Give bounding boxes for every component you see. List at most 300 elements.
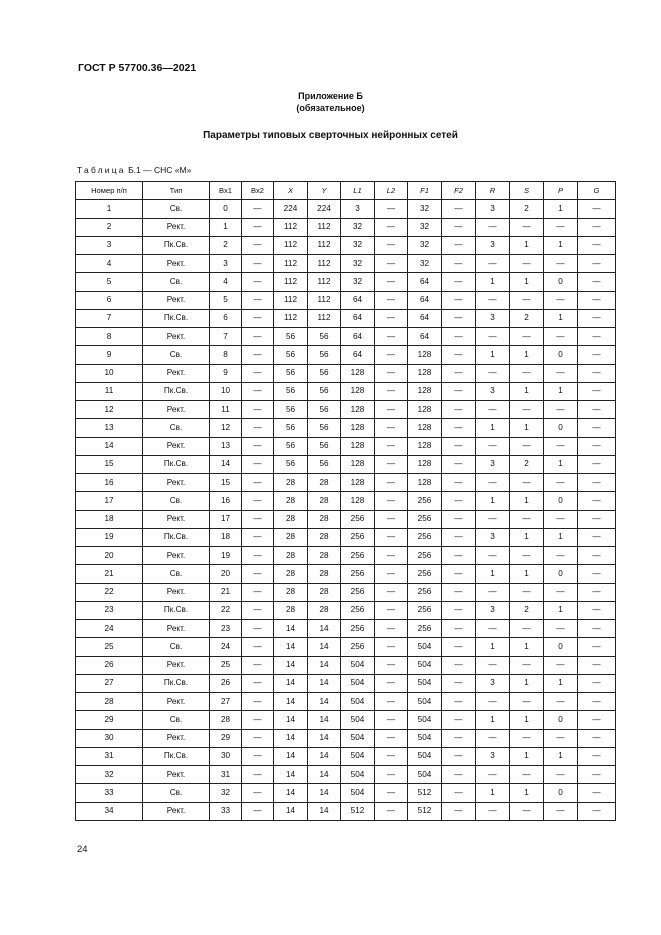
table-cell: — <box>578 218 616 236</box>
table-cell: 1 <box>544 309 578 327</box>
table-cell: — <box>578 784 616 802</box>
table-row <box>76 328 616 346</box>
table-row <box>76 547 616 565</box>
table-cell: 14 <box>274 784 308 802</box>
appendix-title: Приложение Б <box>298 91 363 101</box>
table-cell: — <box>375 601 408 619</box>
table-row <box>76 492 616 510</box>
table-cell: 112 <box>308 291 341 309</box>
table-cell: 28 <box>274 601 308 619</box>
table-cell: — <box>375 802 408 820</box>
table-cell: — <box>375 291 408 309</box>
table-cell: — <box>242 474 274 492</box>
table-cell: — <box>510 693 544 711</box>
table-cell: 504 <box>341 766 375 784</box>
table-cell: 28 <box>274 528 308 546</box>
table-row <box>76 309 616 327</box>
table-cell: Рект. <box>143 510 210 528</box>
table-cell: 28 <box>308 492 341 510</box>
table-cell: 128 <box>408 474 442 492</box>
table-cell: — <box>242 656 274 674</box>
table-cell: — <box>442 620 476 638</box>
table-cell: Рект. <box>143 328 210 346</box>
table-cell: — <box>375 711 408 729</box>
table-cell: — <box>375 364 408 382</box>
table-cell: 3 <box>341 200 375 218</box>
table-cell: 16 <box>210 492 242 510</box>
table-cell: 24 <box>76 620 143 638</box>
table-cell: Св. <box>143 346 210 364</box>
table-row <box>76 583 616 601</box>
table-cell: — <box>375 638 408 656</box>
table-cell: — <box>242 437 274 455</box>
table-cell: 504 <box>408 674 442 692</box>
table-cell: 10 <box>210 382 242 400</box>
table-cell: 26 <box>210 674 242 692</box>
table-cell: 32 <box>341 218 375 236</box>
table-cell: 1 <box>510 382 544 400</box>
column-header: F1 <box>408 182 442 200</box>
table-cell: Рект. <box>143 620 210 638</box>
table-cell: — <box>578 419 616 437</box>
table-cell: — <box>544 583 578 601</box>
table-cell: 0 <box>544 346 578 364</box>
table-cell: 14 <box>308 620 341 638</box>
table-cell: 64 <box>341 328 375 346</box>
table-cell: 30 <box>76 729 143 747</box>
table-cell: 1 <box>476 711 510 729</box>
column-header: Y <box>308 182 341 200</box>
table-cell: 504 <box>408 747 442 765</box>
table-cell: — <box>375 455 408 473</box>
table-cell: — <box>476 583 510 601</box>
table-cell: — <box>544 218 578 236</box>
table-row <box>76 346 616 364</box>
table-cell: — <box>242 401 274 419</box>
table-cell: 27 <box>210 693 242 711</box>
table-cell: 64 <box>408 291 442 309</box>
table-row <box>76 766 616 784</box>
table-cell: 14 <box>308 711 341 729</box>
table-row <box>76 255 616 273</box>
table-header-row <box>76 182 616 200</box>
table-cell: 1 <box>510 236 544 254</box>
table-cell: — <box>544 620 578 638</box>
table-cell: 2 <box>510 601 544 619</box>
table-cell: Рект. <box>143 291 210 309</box>
table-cell: 4 <box>76 255 143 273</box>
table-cell: 64 <box>341 291 375 309</box>
table-cell: — <box>242 455 274 473</box>
table-cell: Св. <box>143 492 210 510</box>
table-cell: 0 <box>544 273 578 291</box>
table-cell: — <box>476 401 510 419</box>
table-row <box>76 437 616 455</box>
table-row <box>76 638 616 656</box>
table-cell: — <box>242 255 274 273</box>
table-cell: — <box>442 492 476 510</box>
table-cell: 9 <box>76 346 143 364</box>
table-cell: 504 <box>341 693 375 711</box>
table-cell: 1 <box>510 711 544 729</box>
table-cell: 6 <box>76 291 143 309</box>
table-cell: 14 <box>274 766 308 784</box>
table-cell: 256 <box>341 510 375 528</box>
table-cell: — <box>578 236 616 254</box>
table-cell: 112 <box>308 218 341 236</box>
table-cell: 64 <box>408 273 442 291</box>
table-cell: — <box>442 547 476 565</box>
table-cell: 56 <box>274 364 308 382</box>
table-cell: Рект. <box>143 401 210 419</box>
table-cell: 34 <box>76 802 143 820</box>
table-cell: 1 <box>510 565 544 583</box>
column-header: S <box>510 182 544 200</box>
table-cell: — <box>375 492 408 510</box>
table-cell: — <box>510 729 544 747</box>
table-cell: — <box>510 255 544 273</box>
table-cell: — <box>578 729 616 747</box>
table-cell: — <box>242 620 274 638</box>
table-cell: 1 <box>76 200 143 218</box>
table-cell: — <box>442 766 476 784</box>
table-cell: 25 <box>76 638 143 656</box>
table-cell: — <box>578 382 616 400</box>
table-cell: — <box>375 273 408 291</box>
table-cell: 128 <box>408 346 442 364</box>
table-row <box>76 236 616 254</box>
table-cell: — <box>442 711 476 729</box>
table-cell: 64 <box>408 309 442 327</box>
table-cell: 3 <box>476 455 510 473</box>
table-cell: — <box>510 766 544 784</box>
table-cell: 17 <box>76 492 143 510</box>
table-cell: 11 <box>210 401 242 419</box>
table-cell: Рект. <box>143 364 210 382</box>
table-cell: 1 <box>476 346 510 364</box>
table-cell: — <box>242 528 274 546</box>
table-cell: — <box>242 583 274 601</box>
table-cell: — <box>375 674 408 692</box>
table-row <box>76 364 616 382</box>
table-row <box>76 419 616 437</box>
table-cell: — <box>578 474 616 492</box>
table-cell: 3 <box>476 601 510 619</box>
table-cell: 1 <box>544 455 578 473</box>
table-cell: 6 <box>210 309 242 327</box>
table-row <box>76 273 616 291</box>
table-cell: — <box>544 401 578 419</box>
table-cell: 56 <box>274 346 308 364</box>
table-cell: 128 <box>408 419 442 437</box>
table-cell: 128 <box>341 401 375 419</box>
table-cell: — <box>375 255 408 273</box>
table-cell: 112 <box>274 309 308 327</box>
table-cell: 28 <box>274 547 308 565</box>
table-cell: 112 <box>308 273 341 291</box>
table-cell: 128 <box>408 401 442 419</box>
table-cell: 1 <box>544 601 578 619</box>
table-cell: 56 <box>308 455 341 473</box>
table-cell: — <box>510 583 544 601</box>
table-cell: 33 <box>210 802 242 820</box>
table-cell: — <box>375 766 408 784</box>
table-cell: Св. <box>143 565 210 583</box>
table-cell: 14 <box>274 802 308 820</box>
table-row <box>76 510 616 528</box>
table-cell: 12 <box>76 401 143 419</box>
table-row <box>76 620 616 638</box>
table-cell: — <box>544 437 578 455</box>
table-cell: — <box>510 218 544 236</box>
table-row <box>76 601 616 619</box>
table-cell: 1 <box>544 236 578 254</box>
table-cell: — <box>242 382 274 400</box>
table-cell: 1 <box>544 528 578 546</box>
table-cell: — <box>476 693 510 711</box>
table-cell: 1 <box>510 419 544 437</box>
table-cell: 1 <box>476 492 510 510</box>
table-cell: Пк.Св. <box>143 455 210 473</box>
table-cell: — <box>442 273 476 291</box>
table-cell: — <box>375 346 408 364</box>
table-cell: — <box>242 291 274 309</box>
table-cell: — <box>578 565 616 583</box>
table-cell: 5 <box>210 291 242 309</box>
table-cell: 32 <box>341 255 375 273</box>
table-cell: 32 <box>76 766 143 784</box>
table-caption-label: Таблица <box>77 165 126 175</box>
table-cell: — <box>375 474 408 492</box>
table-cell: Св. <box>143 784 210 802</box>
table-cell: 256 <box>408 583 442 601</box>
table-cell: — <box>510 437 544 455</box>
table-cell: 26 <box>76 656 143 674</box>
table-cell: 112 <box>274 255 308 273</box>
table-cell: 512 <box>408 784 442 802</box>
table-cell: 3 <box>210 255 242 273</box>
table-cell: — <box>544 693 578 711</box>
table-cell: — <box>578 346 616 364</box>
table-cell: 29 <box>210 729 242 747</box>
table-cell: 1 <box>476 784 510 802</box>
table-cell: 1 <box>544 747 578 765</box>
table-cell: 128 <box>341 364 375 382</box>
table-cell: — <box>578 547 616 565</box>
table-cell: Пк.Св. <box>143 382 210 400</box>
table-cell: 256 <box>341 638 375 656</box>
table-cell: — <box>578 309 616 327</box>
table-cell: — <box>544 729 578 747</box>
table-cell: — <box>242 693 274 711</box>
table-cell: — <box>442 601 476 619</box>
table-cell: 32 <box>341 273 375 291</box>
table-cell: 56 <box>274 401 308 419</box>
table-cell: — <box>375 528 408 546</box>
table-cell: 56 <box>308 401 341 419</box>
table-cell: 3 <box>476 528 510 546</box>
table-cell: — <box>476 474 510 492</box>
table-cell: Пк.Св. <box>143 236 210 254</box>
table-cell: 1 <box>476 419 510 437</box>
table-cell: — <box>442 638 476 656</box>
table-cell: 56 <box>308 346 341 364</box>
table-cell: 7 <box>210 328 242 346</box>
table-cell: 31 <box>210 766 242 784</box>
table-cell: 32 <box>408 255 442 273</box>
table-cell: 112 <box>274 236 308 254</box>
table-cell: 14 <box>274 729 308 747</box>
table-cell: 12 <box>210 419 242 437</box>
table-cell: Рект. <box>143 802 210 820</box>
table-cell: 128 <box>408 455 442 473</box>
table-cell: 112 <box>274 218 308 236</box>
table-cell: — <box>242 547 274 565</box>
table-cell: — <box>442 291 476 309</box>
table-cell: — <box>442 656 476 674</box>
table-cell: 14 <box>274 638 308 656</box>
table-row <box>76 382 616 400</box>
column-header: G <box>578 182 616 200</box>
table-cell: — <box>375 565 408 583</box>
table-cell: — <box>578 328 616 346</box>
table-row <box>76 802 616 820</box>
table-cell: 32 <box>408 200 442 218</box>
table-cell: 18 <box>210 528 242 546</box>
document-code: ГОСТ Р 57700.36—2021 <box>78 62 197 74</box>
table-cell: — <box>578 528 616 546</box>
table-cell: — <box>476 547 510 565</box>
table-cell: 56 <box>308 419 341 437</box>
table-cell: — <box>578 255 616 273</box>
table-cell: 10 <box>76 364 143 382</box>
table-cell: 32 <box>210 784 242 802</box>
table-cell: — <box>442 510 476 528</box>
table-cell: 504 <box>341 747 375 765</box>
table-cell: 128 <box>341 492 375 510</box>
table-cell: — <box>510 547 544 565</box>
table-cell: 112 <box>274 273 308 291</box>
table-cell: — <box>242 766 274 784</box>
table-row <box>76 565 616 583</box>
table-cell: 256 <box>341 601 375 619</box>
table-cell: — <box>544 510 578 528</box>
table-cell: — <box>375 236 408 254</box>
table-cell: 128 <box>408 382 442 400</box>
table-cell: — <box>442 437 476 455</box>
table-cell: — <box>375 583 408 601</box>
table-cell: — <box>242 328 274 346</box>
table-cell: 32 <box>408 236 442 254</box>
table-cell: — <box>544 291 578 309</box>
table-cell: 256 <box>408 492 442 510</box>
table-cell: 28 <box>210 711 242 729</box>
table-cell: Св. <box>143 273 210 291</box>
table-cell: — <box>242 364 274 382</box>
table-row <box>76 474 616 492</box>
table-cell: — <box>375 784 408 802</box>
appendix-block <box>0 91 661 114</box>
table-row <box>76 729 616 747</box>
table-cell: Рект. <box>143 583 210 601</box>
table-cell: 28 <box>308 565 341 583</box>
table-row <box>76 528 616 546</box>
table-cell: 31 <box>76 747 143 765</box>
table-cell: 14 <box>308 638 341 656</box>
table-cell: — <box>442 747 476 765</box>
table-cell: Пк.Св. <box>143 747 210 765</box>
table-cell: 3 <box>476 236 510 254</box>
table-cell: 1 <box>510 492 544 510</box>
table-cell: — <box>578 711 616 729</box>
table-cell: 56 <box>274 328 308 346</box>
table-cell: — <box>375 729 408 747</box>
table-cell: — <box>442 255 476 273</box>
table-cell: 28 <box>274 492 308 510</box>
table-cell: — <box>375 419 408 437</box>
table-cell: 3 <box>76 236 143 254</box>
table-cell: — <box>242 674 274 692</box>
table-cell: — <box>242 729 274 747</box>
table-cell: 24 <box>210 638 242 656</box>
table-cell: 504 <box>408 638 442 656</box>
table-cell: 14 <box>210 455 242 473</box>
table-cell: 22 <box>210 601 242 619</box>
table-cell: 28 <box>308 510 341 528</box>
table-cell: 256 <box>408 565 442 583</box>
parameters-table <box>75 181 616 821</box>
table-cell: 1 <box>510 346 544 364</box>
table-cell: 1 <box>476 273 510 291</box>
table-cell: — <box>242 273 274 291</box>
table-cell: 14 <box>308 766 341 784</box>
table-cell: 128 <box>341 382 375 400</box>
table-cell: 28 <box>308 601 341 619</box>
table-cell: — <box>242 638 274 656</box>
table-cell: Рект. <box>143 693 210 711</box>
table-cell: 1 <box>544 674 578 692</box>
table-cell: — <box>242 802 274 820</box>
table-cell: — <box>510 620 544 638</box>
table-cell: 27 <box>76 674 143 692</box>
table-row <box>76 656 616 674</box>
table-cell: — <box>544 364 578 382</box>
table-cell: 28 <box>274 583 308 601</box>
table-cell: 14 <box>308 729 341 747</box>
table-cell: 256 <box>341 565 375 583</box>
table-cell: 56 <box>308 437 341 455</box>
table-cell: 504 <box>341 711 375 729</box>
table-cell: 56 <box>308 382 341 400</box>
table-cell: 504 <box>408 729 442 747</box>
table-cell: Пк.Св. <box>143 309 210 327</box>
table-cell: — <box>375 547 408 565</box>
table-cell: Рект. <box>143 255 210 273</box>
table-cell: 504 <box>341 656 375 674</box>
table-cell: 56 <box>308 328 341 346</box>
table-cell: — <box>242 236 274 254</box>
table-cell: — <box>476 364 510 382</box>
page-number: 24 <box>77 844 88 855</box>
table-row <box>76 455 616 473</box>
column-header: Тип <box>143 182 210 200</box>
table-cell: 128 <box>341 474 375 492</box>
table-cell: — <box>442 346 476 364</box>
table-cell: — <box>476 255 510 273</box>
table-cell: 3 <box>476 747 510 765</box>
table-cell: — <box>442 565 476 583</box>
table-cell: 0 <box>544 492 578 510</box>
